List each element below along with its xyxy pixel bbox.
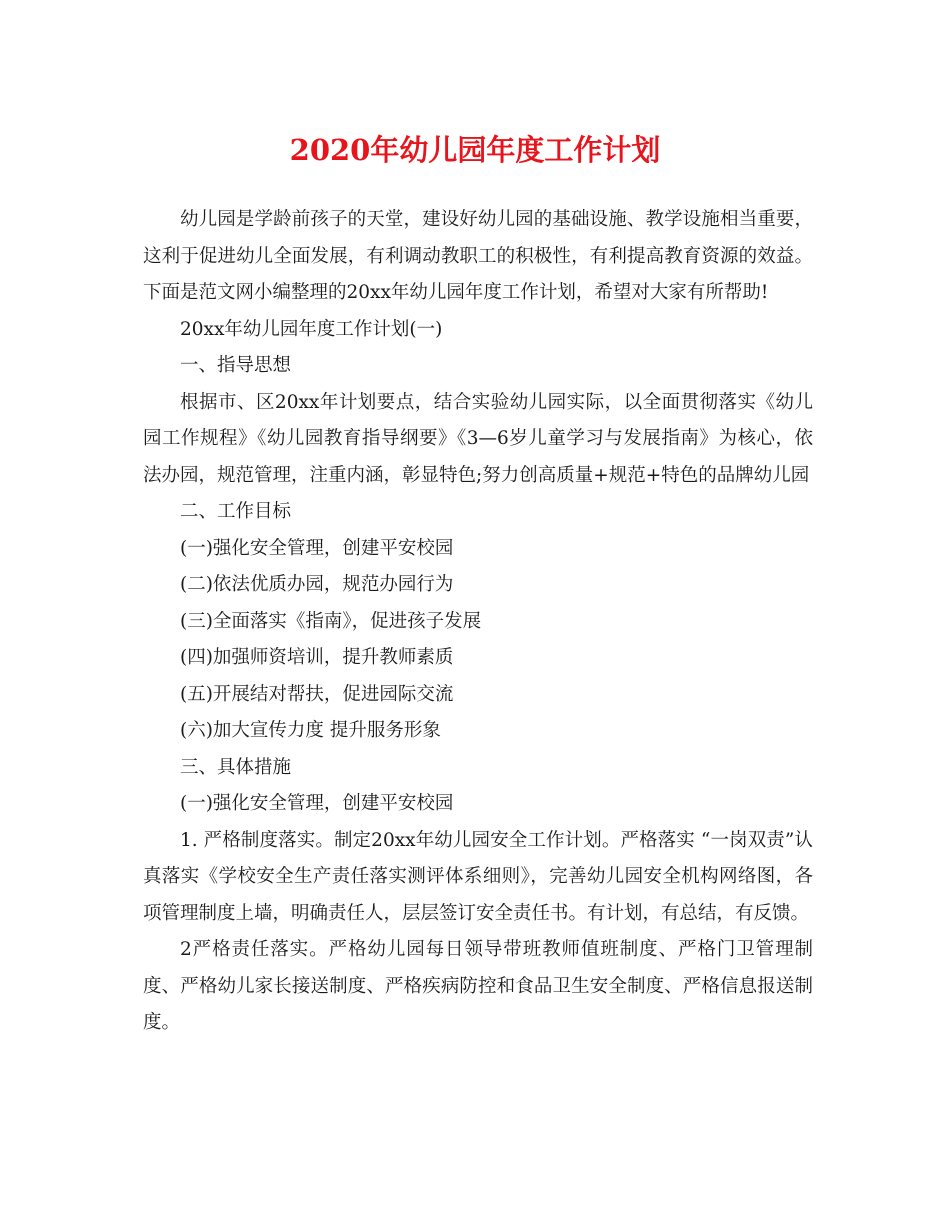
section-heading-guiding-thought: 一、指导思想 [180, 355, 292, 376]
section-heading-measures: 三、具体措施 [180, 756, 292, 778]
goal-item-4: (四)加强师资培训，提升教师素质 [180, 647, 454, 668]
measure-paragraph-1: 1. 严格制度落实。制定20xx年幼儿园安全工作计划。严格落实 “一岗双责”认真落实《学校安全生产责任落实测评体系细则》，完善幼儿园安全机构网络图，各项管理制度上墙，明确责任人，层层签订安全责任书。有计划，有总结，有反馈。 [143, 829, 813, 924]
paragraph-plan-heading: 20xx年幼儿园年度工作计划(一) [180, 318, 443, 340]
goal-item-6: (六)加大宣传力度 提升服务形象 [180, 720, 441, 741]
document-body [143, 202, 813, 1042]
goal-item-5: (五)开展结对帮扶，促进园际交流 [180, 683, 454, 705]
document-title: 2020年幼儿园年度工作计划 [289, 133, 661, 167]
measure-subheading-1: (一)强化安全管理，创建平安校园 [180, 793, 454, 814]
goal-item-1: (一)强化安全管理，创建平安校园 [180, 537, 454, 559]
paragraph-intro: 幼儿园是学龄前孩子的天堂，建设好幼儿园的基础设施、教学设施相当重要，这利于促进幼儿全面发展，有利调动教职工的积极性，有利提高教育资源的效益。下面是范文网小编整理的20xx年幼儿园年度工作计划，希望对大家有所帮助! [143, 209, 813, 303]
paragraph-guiding-thought: 根据市、区20xx年计划要点，结合实验幼儿园实际，以全面贯彻落实《幼儿园工作规程》《幼儿园教育指导纲要》《3—6岁儿童学习与发展指南》为核心，依法办园，规范管理，注重内涵，彰显特色;努力创高质量+规范+特色的品牌幼儿园 [143, 391, 813, 486]
goal-item-2: (二)依法优质办园，规范办园行为 [180, 574, 454, 595]
section-heading-work-goals: 二、工作目标 [180, 501, 292, 522]
goal-item-3: (三)全面落实《指南》，促进孩子发展 [180, 610, 482, 632]
measure-paragraph-2: 2严格责任落实。严格幼儿园每日领导带班教师值班制度、严格门卫管理制度、严格幼儿家长接送制度、严格疾病防控和食品卫生安全制度、严格信息报送制度。 [143, 939, 813, 1033]
